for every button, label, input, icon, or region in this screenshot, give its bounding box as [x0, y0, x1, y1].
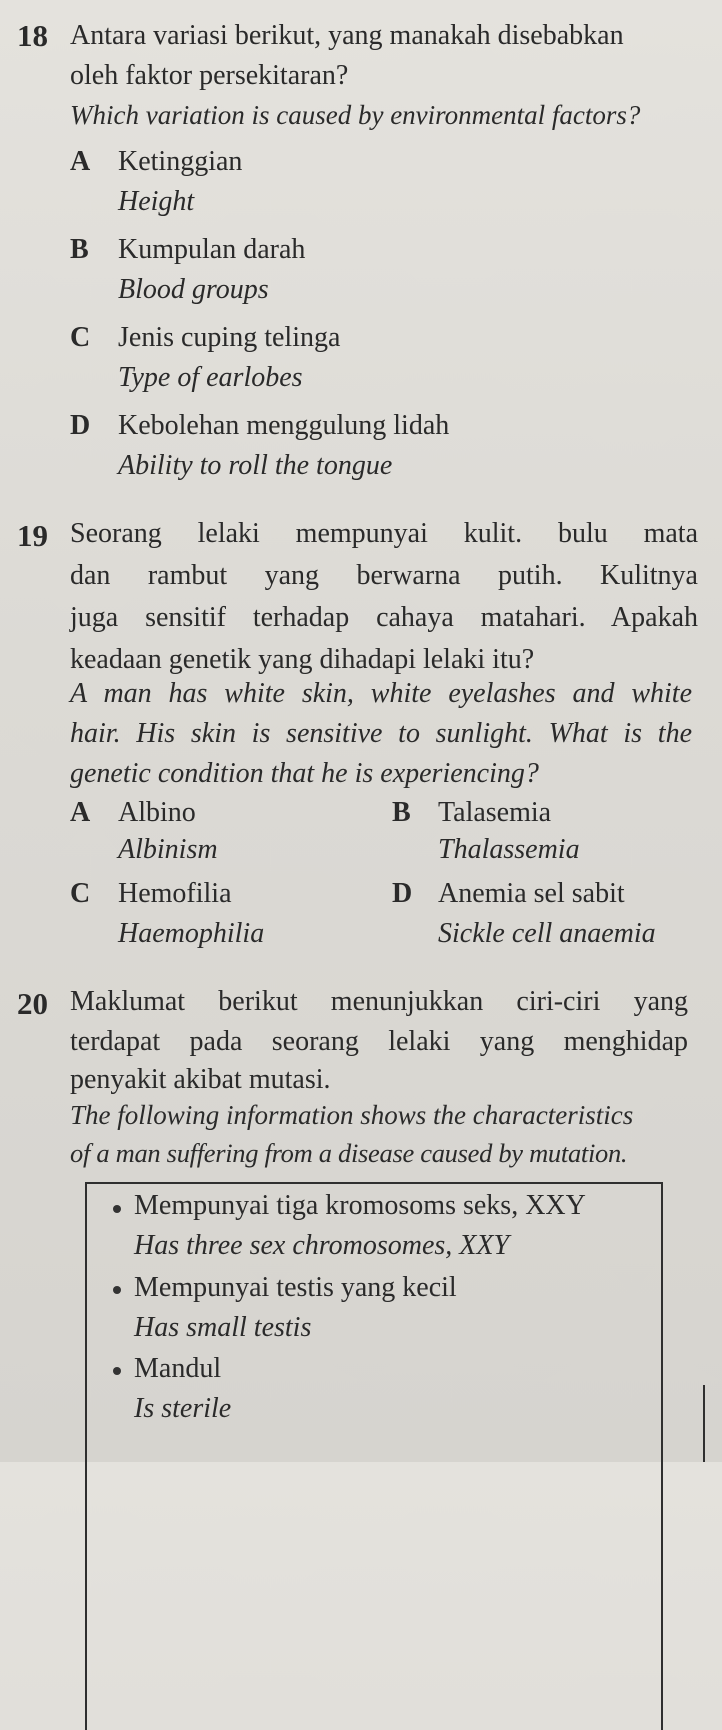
q19-option-a-letter[interactable]: A [70, 797, 91, 828]
q18-option-c-letter[interactable]: C [70, 322, 91, 353]
q20-stem-malay-line2: terdapat pada seorang lelaki yang menghidap [70, 1026, 688, 1057]
q18-option-a-letter[interactable]: A [70, 146, 91, 177]
q18-option-b-letter[interactable]: B [70, 234, 89, 265]
q19-option-c-malay: Hemofilia [118, 878, 232, 909]
page-edge-line [703, 1385, 705, 1462]
q19-stem-malay-line1: Seorang lelaki mempunyai kulit. bulu mata [70, 518, 698, 549]
q19-option-a-english: Albinism [118, 834, 218, 865]
bullet-icon [113, 1286, 121, 1294]
q20-stem-english-line2: of a man suffering from a disease caused by mutation. [70, 1138, 628, 1168]
q19-option-b-malay: Talasemia [438, 797, 552, 828]
q18-option-a-english: Height [118, 186, 195, 217]
q18-option-d-letter[interactable]: D [70, 410, 91, 441]
q18-option-c-english: Type of earlobes [118, 362, 303, 393]
q19-option-c-english: Haemophilia [118, 918, 265, 949]
q20-stem-malay-line1: Maklumat berikut menunjukkan ciri-ciri yang [70, 986, 688, 1017]
q19-option-a-malay: Albino [118, 797, 196, 828]
q19-stem-malay-line4: keadaan genetik yang dihadapi lelaki itu? [70, 644, 535, 675]
q18-option-b-malay: Kumpulan darah [118, 234, 306, 265]
q18-stem-english: Which variation is caused by environmental factors? [70, 100, 641, 130]
q18-stem-malay-line2: oleh faktor persekitaran? [70, 60, 349, 91]
info-item-1-malay: Mempunyai tiga kromosoms seks, XXY [134, 1190, 586, 1221]
q18-option-d-english: Ability to roll the tongue [118, 450, 393, 481]
q19-option-d-letter[interactable]: D [392, 878, 413, 909]
info-item-2-english: Has small testis [134, 1312, 312, 1343]
q19-stem-english-line2: hair. His skin is sensitive to sunlight. What is the [70, 718, 692, 749]
q19-option-b-english: Thalassemia [438, 834, 580, 865]
q18-option-b-english: Blood groups [118, 274, 269, 305]
q18-option-d-malay: Kebolehan menggulung lidah [118, 410, 450, 441]
q19-number: 19 [17, 518, 48, 553]
q19-stem-english-line3: genetic condition that he is experiencing? [70, 758, 539, 789]
q19-stem-malay-line2: dan rambut yang berwarna putih. Kulitnya [70, 560, 698, 591]
q19-stem-english-line1: A man has white skin, white eyelashes and white [70, 678, 692, 709]
q19-option-b-letter[interactable]: B [392, 797, 411, 828]
bullet-icon [113, 1367, 121, 1375]
info-item-3-malay: Mandul [134, 1353, 222, 1384]
q20-number: 20 [17, 986, 48, 1021]
info-item-3-english: Is sterile [134, 1393, 232, 1424]
q19-stem-malay-line3: juga sensitif terhadap cahaya matahari. Apakah [70, 602, 698, 633]
q20-stem-english-line1: The following information shows the characteristics [70, 1100, 634, 1130]
q19-option-d-english: Sickle cell anaemia [438, 918, 656, 949]
q18-number: 18 [17, 18, 48, 53]
q19-option-d-malay: Anemia sel sabit [438, 878, 625, 909]
bullet-icon [113, 1205, 121, 1213]
q19-option-c-letter[interactable]: C [70, 878, 91, 909]
q18-option-a-malay: Ketinggian [118, 146, 243, 177]
info-item-1-english: Has three sex chromosomes, XXY [134, 1230, 510, 1261]
q20-stem-malay-line3: penyakit akibat mutasi. [70, 1064, 331, 1095]
q18-stem-malay-line1: Antara variasi berikut, yang manakah disebabkan [70, 20, 624, 51]
info-box [85, 1182, 663, 1730]
q18-option-c-malay: Jenis cuping telinga [118, 322, 341, 353]
info-item-2-malay: Mempunyai testis yang kecil [134, 1272, 457, 1303]
